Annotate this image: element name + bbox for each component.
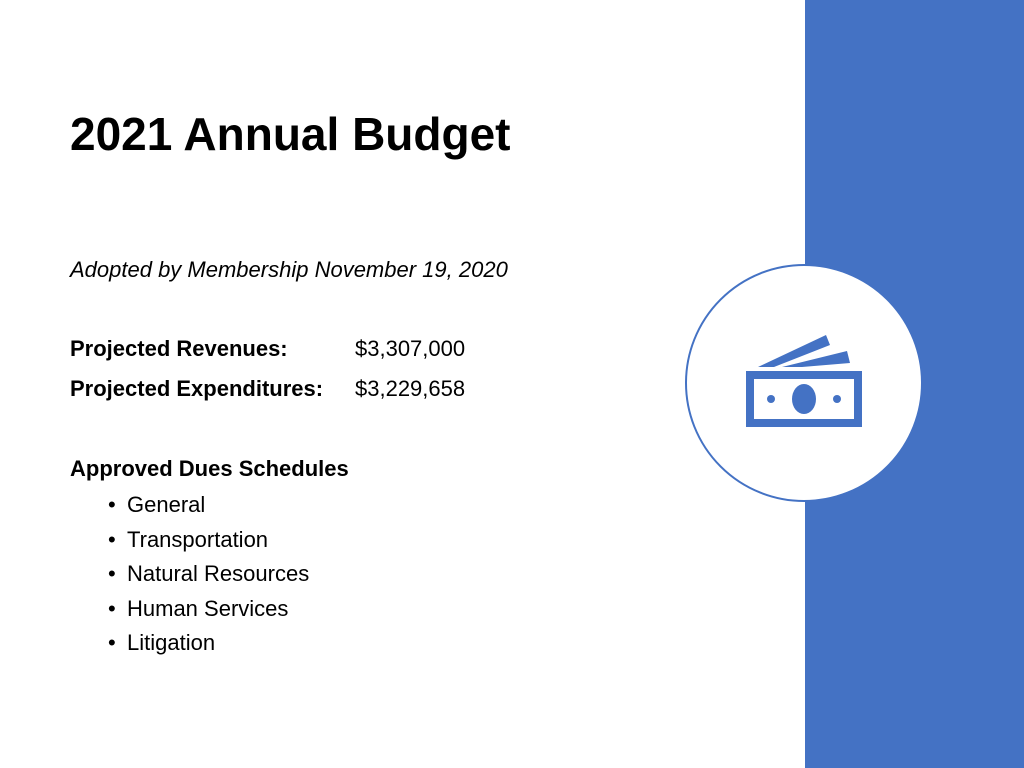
projected-revenues-row [70, 334, 465, 364]
bullet: • [108, 526, 116, 552]
list-item [70, 488, 309, 523]
bullet: • [108, 595, 116, 621]
projected-revenues-label: Projected Revenues: [70, 336, 288, 361]
icon-circle [685, 264, 923, 502]
bullet: • [108, 492, 116, 517]
adoption-subtitle: Adopted by Membership November 19, 2020 [70, 257, 508, 282]
projected-expenditures-row [70, 374, 465, 404]
projected-expenditures-label: Projected Expenditures: [70, 376, 324, 401]
list-item [70, 626, 309, 661]
dues-list [70, 488, 309, 661]
list-item [70, 557, 309, 592]
page-title: 2021 Annual Budget [70, 108, 511, 160]
dues-item-label: Transportation [127, 526, 269, 552]
bullet: • [108, 561, 116, 586]
list-item [70, 592, 309, 627]
dues-item-label: Human Services [127, 595, 289, 621]
dues-item-label: Litigation [127, 630, 216, 655]
dues-item-label: Natural Resources [127, 561, 310, 586]
projected-revenues-value: $3,307,000 [355, 336, 466, 361]
bullet: • [108, 630, 116, 655]
money-icon [744, 333, 864, 433]
dues-heading: Approved Dues Schedules [70, 456, 349, 481]
projected-expenditures-value: $3,229,658 [355, 376, 466, 401]
list-item [70, 523, 309, 558]
dues-item-label: General [127, 492, 206, 517]
